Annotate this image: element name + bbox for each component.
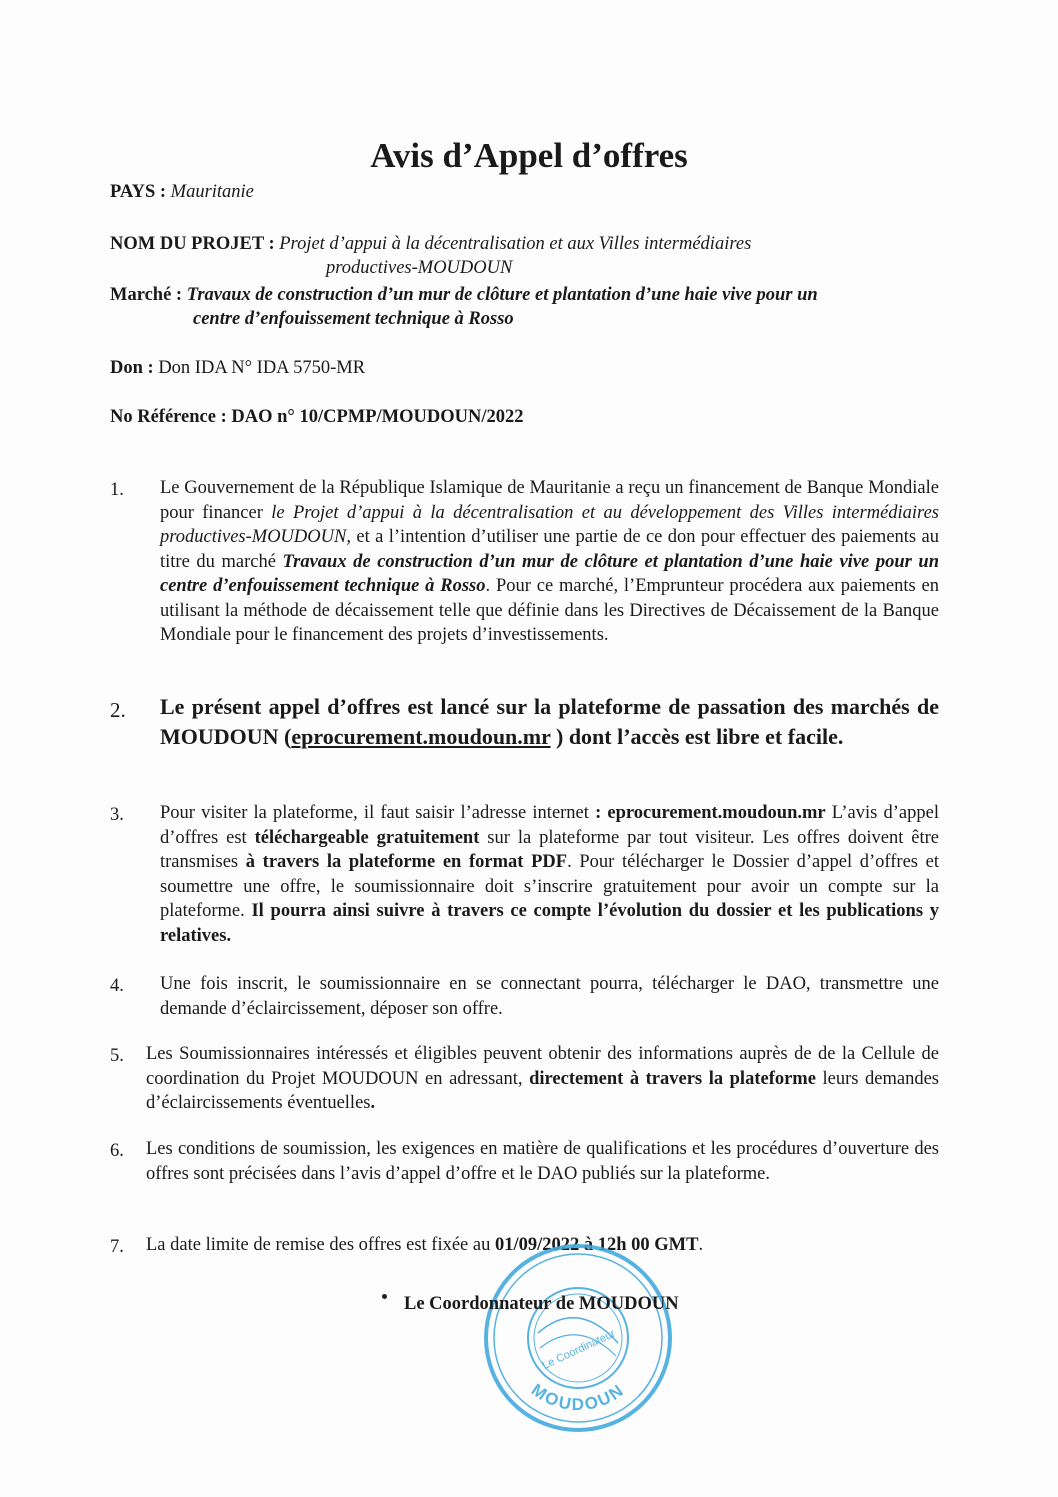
platform-link[interactable]: eprocurement.moudoun.mr [291, 723, 551, 749]
marche-label: Marché : [110, 285, 183, 305]
item-text: La date limite de remise des offres est fixée au [146, 1235, 495, 1255]
projet-value-line1: Projet d’appui à la décentralisation et aux Villes intermédiaires [279, 234, 752, 254]
marche-value-line1: Travaux de construction d’un mur de clôture et plantation d’une haie vive pour un [186, 285, 818, 305]
item-text: Le Gouvernement de la République Islamique de Mauritanie a reçu un financement de Banque Mondiale pour financer [160, 478, 939, 523]
marche-value-line2: centre d’enfouissement technique à Rosso [193, 309, 514, 329]
item-text: . Pour télécharger le Dossier d’appel d’offres et soumettre une offre, le soumissionnaire doit s’inscrire gratuitement pour avoir un compte sur la plateforme. [160, 852, 939, 921]
projet-field [110, 232, 751, 256]
pays-label: PAYS : [110, 182, 167, 202]
don-value: Don IDA N° IDA 5750-MR [158, 358, 366, 378]
projet-value-line2: productives-MOUDOUN [326, 258, 513, 278]
stamp-outer-text: MOUDOUN [527, 1380, 629, 1415]
item-text: ) dont l’accès est libre et facile. [550, 723, 844, 749]
item-text: . Pour ce marché, l’Emprunteur procédera aux paiements en utilisant la méthode de décaissement telle que définie dans les Directives de Décaissement de la Banque Mondiale pour le financement des projets d’investissements. [160, 576, 940, 645]
item-text: leurs demandes d’éclaircissements éventuelles [146, 1068, 939, 1113]
item-text-bold: téléchargeable gratuitement [254, 827, 480, 848]
item-text-italic: le Projet d’appui à la décentralisation et au développement des Villes intermédiaires productives-MOUDOUN, [160, 502, 939, 547]
item-text: L’avis d’appel d’offres est [160, 803, 939, 848]
item-text-bold: à travers la plateforme en format PDF [245, 852, 568, 872]
item-text: Pour visiter la plateforme, il faut saisir l’adresse internet [160, 803, 596, 823]
item-number: 2. [110, 698, 126, 722]
item-text-bold: . [370, 1093, 376, 1113]
item-text-bold-italic: Travaux de construction d’un mur de clôture et plantation d’une haie vive pour un centre d’enfouissement technique à Rosso [160, 551, 939, 596]
stamp-inner-text: Le Coordinateur [540, 1327, 618, 1372]
item-text: Les conditions de soumission, les exigences en matière de qualifications et les procédures d’ouverture des offres sont précisées dans l’avis d’appel d’offre et le DAO publiés sur la plateforme. [146, 1139, 939, 1184]
reference-value: DAO n° 10/CPMP/MOUDOUN/2022 [231, 407, 524, 427]
marche-field [110, 283, 818, 307]
page-title: Avis d’Appel d’offres [370, 136, 688, 175]
reference-label: No Référence : [110, 407, 227, 427]
reference-field [110, 405, 523, 429]
official-stamp [478, 1238, 678, 1438]
don-field [110, 356, 365, 380]
item-number: 3. [110, 805, 124, 825]
list-item [160, 692, 939, 751]
item-number: 1. [110, 480, 124, 500]
list-item [146, 1042, 939, 1116]
don-label: Don : [110, 358, 154, 378]
list-item [160, 476, 939, 648]
deadline-date: 01/09/2022 à 12h 00 GMT [494, 1235, 699, 1255]
item-text-bold: Il pourra ainsi suivre à travers ce compte l’évolution du dossier et les publications y relatives. [160, 901, 939, 946]
item-number: 6. [110, 1141, 124, 1161]
item-text-bold: directement à travers la plateforme [529, 1068, 816, 1089]
item-text: . [698, 1235, 704, 1255]
item-text: sur la plateforme par tout visiteur. Les offres doivent être transmises [160, 827, 939, 872]
pays-field [110, 180, 254, 204]
item-text-bold: : eprocurement.moudoun.mr [595, 803, 826, 823]
item-number: 7. [110, 1237, 124, 1257]
item-text: Le présent appel d’offres est lancé sur la plateforme de passation des marchés de MOUDOUN ( [160, 694, 939, 749]
item-number: 4. [110, 976, 124, 996]
pays-value: Mauritanie [170, 182, 254, 202]
projet-label: NOM DU PROJET : [110, 234, 275, 254]
ink-dot [382, 1294, 387, 1299]
list-item [160, 972, 939, 1021]
signature-title: Le Coordonnateur de MOUDOUN [404, 1294, 679, 1314]
list-item [146, 1137, 939, 1186]
item-number: 5. [110, 1046, 124, 1066]
item-text: Les Soumissionnaires intéressés et éligibles peuvent obtenir des informations auprès de de la Cellule de coordination du Projet MOUDOUN en adressant, [146, 1044, 939, 1089]
item-text: Une fois inscrit, le soumissionnaire en se connectant pourra, télécharger le DAO, transmettre une demande d’éclaircissement, déposer son offre. [160, 974, 939, 1019]
item-text: et a l’intention d’utiliser une partie de ce don pour effectuer des paiements au titre du marché [160, 527, 939, 572]
list-item [160, 801, 939, 948]
